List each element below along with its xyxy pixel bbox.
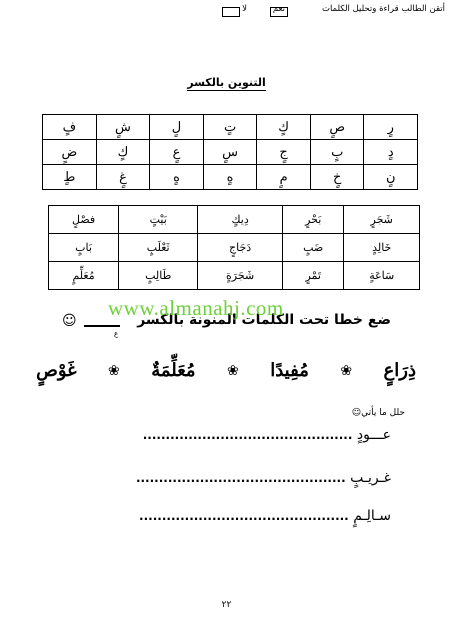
answer-dots[interactable]: .............................................. [135, 471, 346, 485]
smiley-icon: ☺ [62, 313, 77, 329]
table-cell: دَجَاجٍ [198, 234, 283, 262]
table-cell: كٍ [96, 140, 150, 165]
table-row [49, 206, 420, 234]
table-cell: نٍ [364, 165, 418, 190]
table-row [49, 262, 420, 290]
choice-word[interactable]: غَوْصٍ [36, 360, 77, 381]
table-cell: فٍ [43, 115, 97, 140]
page-title: التنوين بالكسر [187, 76, 266, 89]
table-cell: شٍ [96, 115, 150, 140]
page-number: ٢٢ [221, 600, 232, 610]
table-cell: غٍ [96, 165, 150, 190]
analysis-row [139, 508, 391, 524]
table-cell: رٍ [364, 115, 418, 140]
choices-row [36, 360, 416, 381]
flower-icon: ❀ [227, 362, 239, 379]
table-cell: سَاعَةٍ [344, 262, 420, 290]
table-cell: بَيْتٍ [119, 206, 198, 234]
table-cell: بَابٍ [49, 234, 119, 262]
table-row [49, 234, 420, 262]
analysis-word: سـالِـمٍ [353, 508, 391, 524]
small-mark: ع [114, 330, 119, 338]
table-cell: هٍ [150, 165, 204, 190]
table-cell: خٍ [310, 165, 364, 190]
table-cell: لٍ [150, 115, 204, 140]
yes-label: نعم [272, 4, 285, 14]
instruction: ضع خطا تحت الكلمات المنونة بالكسر [137, 312, 391, 328]
table-cell: مٍ [257, 165, 311, 190]
flower-icon: ❀ [340, 362, 353, 379]
table-cell: بٍ [310, 140, 364, 165]
table-cell: دِيكٍ [198, 206, 283, 234]
header-text: أتقن الطالب قراءة وتحليل الكلمات [321, 4, 445, 14]
table-row [43, 140, 418, 165]
yes-checkbox[interactable] [270, 7, 288, 17]
table-cell: هٍ [203, 165, 257, 190]
table-cell: فصْلٍ [49, 206, 119, 234]
table-cell: شَجَرَةٍ [198, 262, 283, 290]
table-cell: كٍ [257, 115, 311, 140]
table-cell: شَجَرٍ [344, 206, 420, 234]
table-cell: مُعَلِّمٍ [49, 262, 119, 290]
table-row [43, 115, 418, 140]
table-cell: ضٍ [43, 140, 97, 165]
choice-word[interactable]: مُعَلِّمَةٌ [151, 360, 196, 381]
table-cell: طَالِبٍ [119, 262, 198, 290]
words-table [48, 205, 420, 290]
table-cell: طٍ [43, 165, 97, 190]
answer-blank[interactable] [84, 325, 120, 327]
analysis-row [136, 470, 391, 486]
choice-word[interactable]: مُفِيدًا [270, 360, 309, 381]
no-checkbox[interactable] [222, 7, 240, 17]
table-cell: عٍ [150, 140, 204, 165]
analysis-row [143, 427, 391, 443]
table-cell: تَمْرٍ [282, 262, 343, 290]
table-cell: تٍ [203, 115, 257, 140]
letters-table [42, 114, 418, 190]
choice-word[interactable]: ذِرَاعٍ [383, 360, 416, 381]
table-cell: دٍ [364, 140, 418, 165]
table-row [43, 165, 418, 190]
watermark: www.almanahj.com [108, 296, 284, 320]
answer-dots[interactable]: .............................................. [142, 428, 353, 442]
table-cell: جٍ [257, 140, 311, 165]
flower-icon: ❀ [108, 362, 120, 379]
analysis-word: عـــودٍ [356, 427, 391, 443]
solve-label: حلل ما يأتي☺ [351, 408, 405, 418]
table-cell: ثَعْلَبٍ [119, 234, 198, 262]
no-label: لا [242, 4, 247, 14]
table-cell: خَالِدٍ [344, 234, 420, 262]
table-cell: سٍ [203, 140, 257, 165]
answer-dots[interactable]: .............................................. [139, 509, 349, 523]
table-cell: صٍ [310, 115, 364, 140]
table-cell: بَحْرٍ [282, 206, 343, 234]
header [0, 4, 453, 20]
analysis-word: غـريـبٍ [350, 470, 391, 486]
table-cell: ضَبٍ [282, 234, 343, 262]
